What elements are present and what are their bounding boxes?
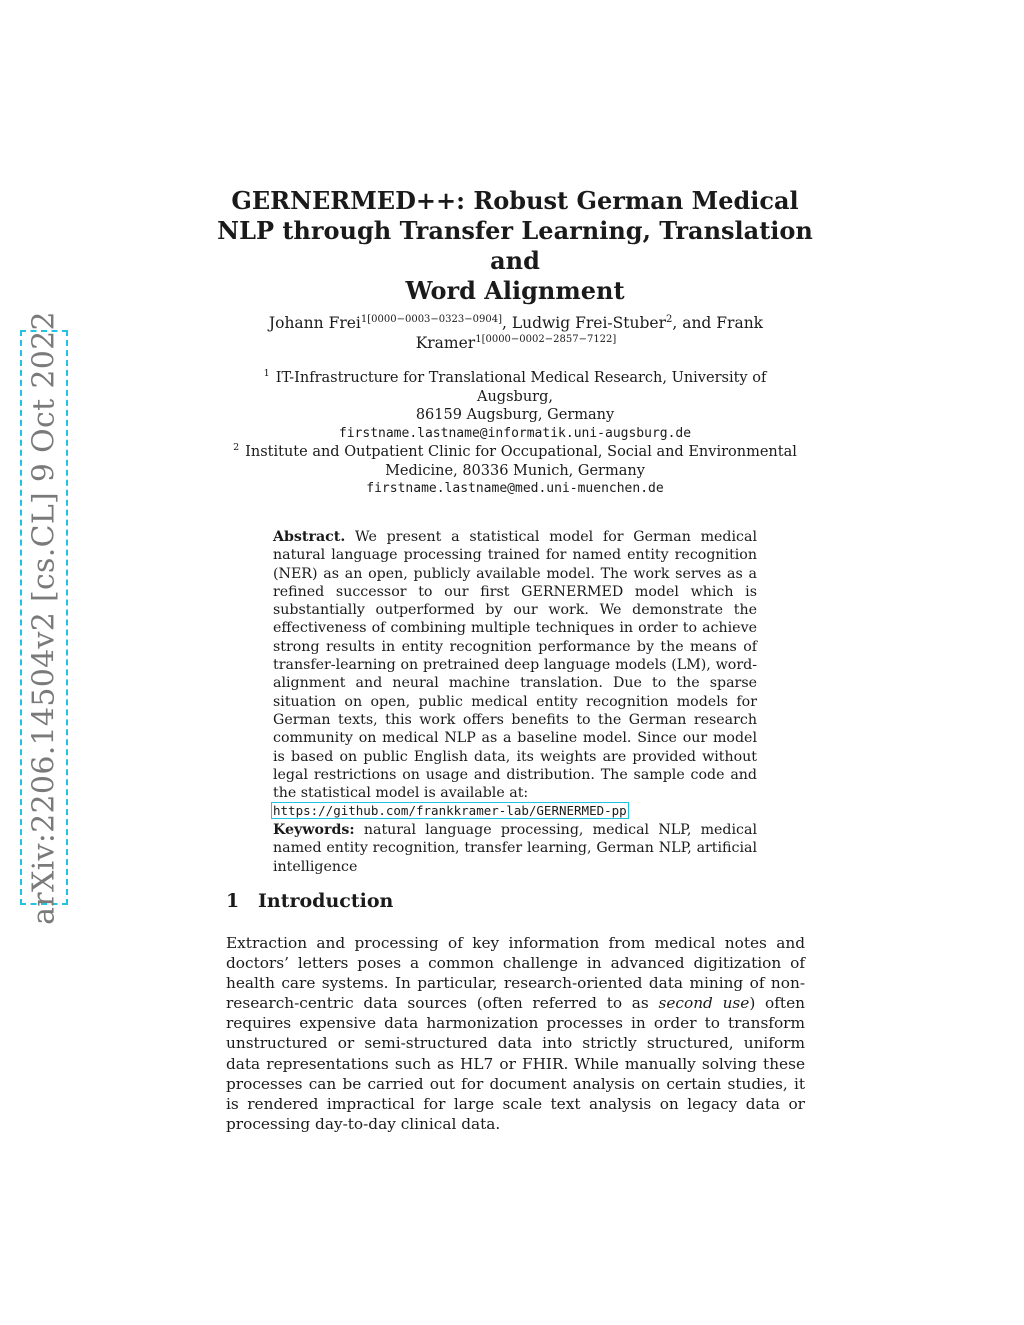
- abstract-label: Abstract.: [273, 529, 346, 545]
- affiliation-1-line-2: 86159 Augsburg, Germany: [415, 407, 615, 423]
- author-orcid-sup: 1[0000−0003−0323−0904]: [360, 313, 502, 325]
- affiliation-marker: 1: [263, 368, 270, 380]
- arxiv-sidebar-stamp: [20, 310, 68, 925]
- keywords: [273, 821, 757, 876]
- keywords-text: natural language processing, medical NLP, medical named entity recognition, transfer learning, German NLP, artificial intelligence: [273, 822, 757, 875]
- author-name: Johann Frei: [268, 314, 361, 332]
- abstract-text: We present a statistical model for German medical natural language processing trained for named entity recognition (NER) as an open, publicly available model. The work serves as a refined successor to our first GERNERMED model which is substantially outperformed by our work. We demonstrate the effectiveness of combining multiple techniques in order to achieve strong results in entity recognition performance by the means of transfer-learning on pretrained deep language models (LM), word-alignment and neural machine translation. Due to the sparse situation on open, public medical entity recognition models for German texts, this work offers benefits to the German research community on medical NLP as a baseline model. Since our model is based on public English data, its weights are provided without legal restrictions on usage and distribution. The sample code and the statistical model is available at:: [273, 529, 757, 802]
- affiliation-2-line-1: $^2$ Institute and Outpatient Clinic for Occupational, Social and Environmental: [233, 442, 797, 460]
- author-orcid-sup: 1[0000−0002−2857−7122]: [475, 333, 617, 345]
- author-affil-sup: 2: [665, 313, 673, 325]
- affiliation-marker: 2: [233, 442, 240, 454]
- abstract: [273, 528, 757, 821]
- title-line-2: NLP through Transfer Learning, Translation and: [217, 216, 813, 275]
- introduction-paragraph: [226, 933, 805, 1134]
- section-title: Introduction: [258, 890, 394, 912]
- intro-emphasis: second use: [658, 994, 750, 1013]
- author-list: Johann Frei$^{1[0000-0003-0323-0904]}$, Ludwig Frei-Stuber$^2$, and Frank Kramer$^{1[0000-0002-2857-7122]}$: [268, 313, 764, 352]
- intro-text-part-2: ) often requires expensive data harmonization processes in order to transform unstructured or semi-structured data into strictly structured, uniform data representations such as HL7 or FHIR. While manually solving these processes can be carried out for document analysis on certain studies, it is rendered impractical for large scale text analysis on legacy data or processing day-to-day clinical data.: [226, 994, 805, 1133]
- github-link[interactable]: https://github.com/frankkramer-lab/GERNERMED-pp: [273, 803, 627, 819]
- keywords-label: Keywords:: [273, 822, 355, 838]
- intro-text-part-1: Extraction and processing of key information from medical notes and doctors’ letters poses a common challenge in advanced digitization of health care systems. In particular, research-oriented data mining of non-research-centric data sources (often referred to as: [226, 934, 805, 1013]
- affiliation-1-email: firstname.lastname@informatik.uni-augsburg.de: [338, 425, 692, 441]
- affiliation-2-line-2: Medicine, 80336 Munich, Germany: [385, 462, 645, 479]
- affiliation-1-line-1: $^1$ IT-Infrastructure for Translational Medical Research, University of Augsburg,: [263, 368, 767, 405]
- author-name: Frank Kramer: [415, 314, 764, 352]
- title-line-1: GERNERMED++: Robust German Medical: [231, 186, 799, 215]
- arxiv-identifier: arXiv:2206.14504v2 [cs.CL] 9 Oct 2022: [26, 310, 62, 925]
- title-line-3: Word Alignment: [405, 276, 625, 305]
- paper-title: [205, 186, 825, 306]
- affiliations: [225, 369, 805, 499]
- section-number: 1: [226, 890, 240, 912]
- affiliation-2-email: firstname.lastname@med.uni-muenchen.de: [366, 481, 664, 496]
- section-heading: [226, 890, 393, 912]
- author-name: Ludwig Frei-Stuber: [511, 314, 666, 332]
